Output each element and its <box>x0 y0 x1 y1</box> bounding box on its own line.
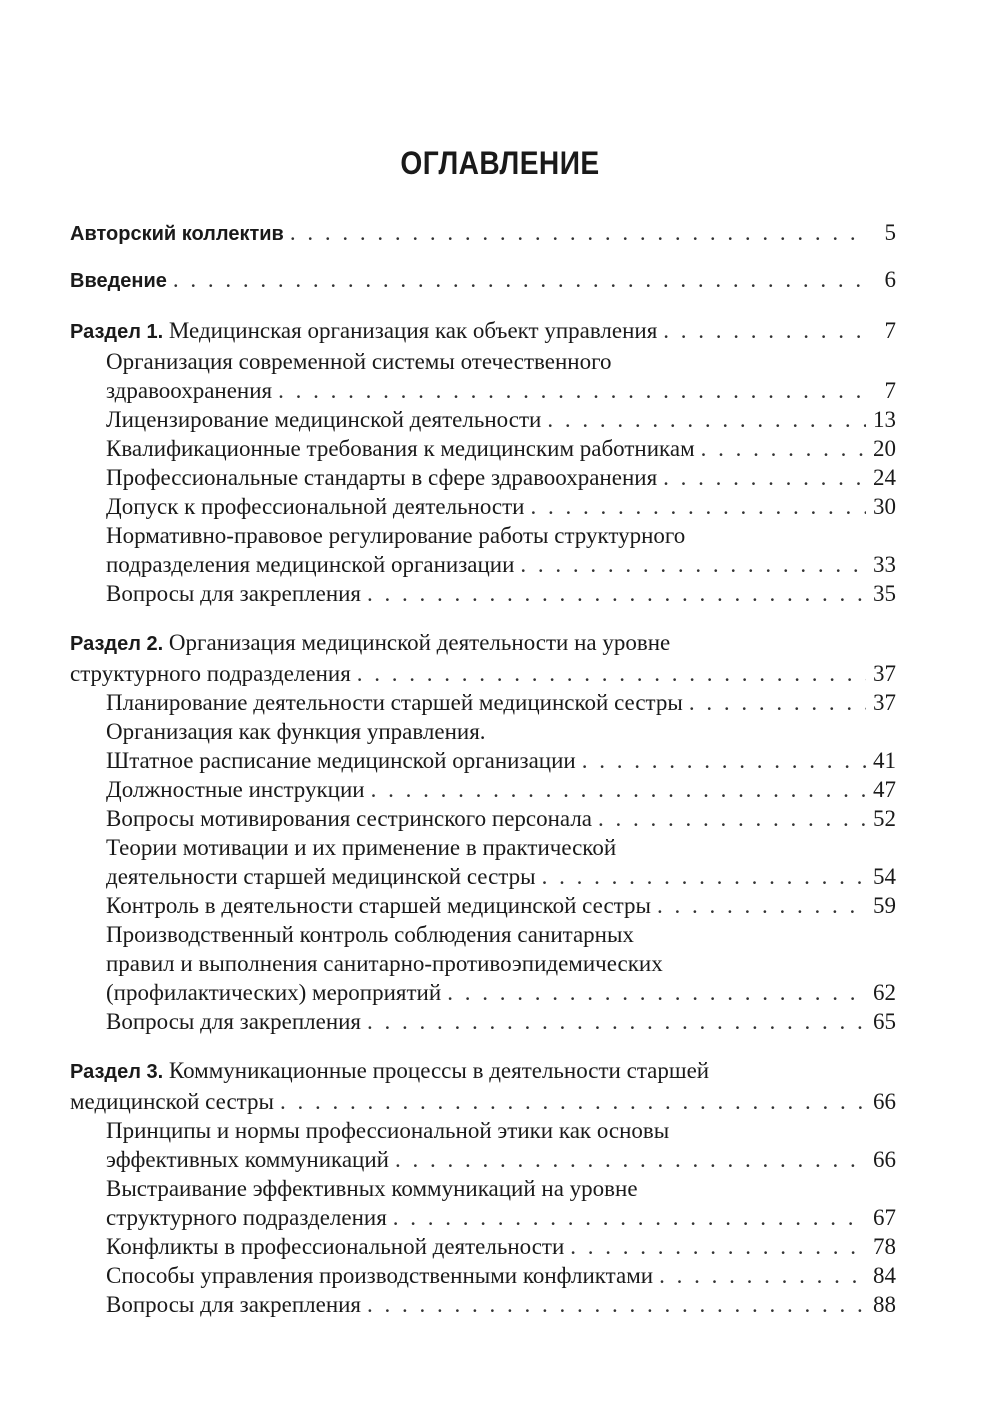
section-title-text: медицинской сестры <box>70 1089 274 1114</box>
subentry-title-line: Организация как функция управления. <box>106 719 486 744</box>
toc-section-2 <box>70 628 896 1036</box>
subentry-title-line: Производственный контроль соблюдения санитарных <box>106 922 634 947</box>
page-title: ОГЛАВЛЕНИЕ <box>400 145 600 181</box>
leader-dots <box>663 316 866 345</box>
section-label: Раздел 2. <box>70 633 164 655</box>
page-number: 30 <box>873 494 896 519</box>
leader-dots <box>663 463 866 492</box>
entry-title: Введение <box>70 270 167 292</box>
leader-dots <box>582 746 866 775</box>
page-number: 88 <box>873 1292 896 1317</box>
subentry-title: эффективных коммуникаций <box>106 1147 389 1172</box>
page-number: 7 <box>884 378 896 403</box>
leader-dots <box>520 550 866 579</box>
section-title-text: структурного подразделения <box>70 661 351 686</box>
subentry-title: Вопросы для закрепления <box>106 1009 362 1034</box>
subentry-title: (профилактических) мероприятий <box>106 980 442 1005</box>
leader-dots <box>701 434 866 463</box>
page-number: 54 <box>873 864 896 889</box>
toc-entry-authors[interactable] <box>70 218 896 249</box>
page-number: 66 <box>873 1147 896 1172</box>
toc-subentry[interactable] <box>70 579 896 608</box>
page-number: 33 <box>873 552 896 577</box>
section-title-text: Коммуникационные процессы в деятельности старшей <box>168 1058 710 1083</box>
page-number: 5 <box>884 220 896 245</box>
section-title-text: Организация медицинской деятельности на уровне <box>168 630 671 655</box>
page-number: 66 <box>873 1089 896 1114</box>
leader-dots <box>395 1145 866 1174</box>
subentry-title: здравоохранения <box>106 378 273 403</box>
toc-subentry[interactable] <box>70 463 896 492</box>
leader-dots <box>542 862 866 891</box>
subentry-title: Вопросы мотивирования сестринского персонала <box>106 806 593 831</box>
leader-dots <box>689 688 866 717</box>
entry-title: Авторский коллектив <box>70 223 284 245</box>
leader-dots <box>290 218 866 247</box>
toc-subentry[interactable] <box>70 1261 896 1290</box>
toc-subentry[interactable] <box>70 492 896 521</box>
leader-dots <box>367 1290 866 1319</box>
toc-subentry[interactable] <box>70 347 896 405</box>
section-heading[interactable] <box>70 628 896 688</box>
subentry-title-line: Нормативно-правовое регулирование работы структурного <box>106 523 686 548</box>
leader-dots <box>357 659 866 688</box>
subentry-title: структурного подразделения <box>106 1205 387 1230</box>
leader-dots <box>278 376 866 405</box>
leader-dots <box>547 405 866 434</box>
subentry-title: Конфликты в профессиональной деятельности <box>106 1234 565 1259</box>
subentry-title: Способы управления производственными конфликтами <box>106 1263 654 1288</box>
page-number: 52 <box>873 806 896 831</box>
leader-dots <box>367 1007 866 1036</box>
section-heading[interactable] <box>70 316 896 347</box>
page-number: 78 <box>873 1234 896 1259</box>
page-number: 65 <box>873 1009 896 1034</box>
subentry-title: подразделения медицинской организации <box>106 552 515 577</box>
toc-subentry[interactable] <box>70 833 896 891</box>
section-title-line <box>70 1056 896 1087</box>
subentry-title: деятельности старшей медицинской сестры <box>106 864 536 889</box>
leader-dots <box>531 492 867 521</box>
page-number: 7 <box>884 318 896 343</box>
leader-dots <box>570 1232 866 1261</box>
toc-entry-introduction[interactable] <box>70 265 896 296</box>
page-number: 37 <box>873 690 896 715</box>
leader-dots <box>598 804 866 833</box>
leader-dots <box>393 1203 866 1232</box>
section-label: Раздел 3. <box>70 1061 164 1083</box>
leader-dots <box>280 1087 866 1116</box>
page-number: 20 <box>873 436 896 461</box>
subentry-title: Квалификационные требования к медицинским работникам <box>106 436 695 461</box>
page-number: 47 <box>873 777 896 802</box>
leader-dots <box>173 265 866 294</box>
toc-subentry[interactable] <box>70 521 896 579</box>
subentry-title-line: Теории мотивации и их применение в практической <box>106 835 617 860</box>
subentry-title: Допуск к профессиональной деятельности <box>106 494 525 519</box>
toc-subentry[interactable] <box>70 405 896 434</box>
subentry-title: Штатное расписание медицинской организации <box>106 748 576 773</box>
page-number: 84 <box>873 1263 896 1288</box>
subentry-title: Профессиональные стандарты в сфере здравоохранения <box>106 465 658 490</box>
section-label: Раздел 1. <box>70 321 164 343</box>
subentry-title: Должностные инструкции <box>106 777 365 802</box>
section-heading[interactable] <box>70 1056 896 1116</box>
toc-subentry[interactable] <box>70 1116 896 1174</box>
toc-subentry[interactable] <box>70 920 896 1007</box>
page-number: 41 <box>873 748 896 773</box>
leader-dots <box>447 978 866 1007</box>
subentry-title: Планирование деятельности старшей медицинской сестры <box>106 690 683 715</box>
page-number: 67 <box>873 1205 896 1230</box>
toc-subentry[interactable] <box>70 804 896 833</box>
leader-dots <box>371 775 866 804</box>
leader-dots <box>659 1261 866 1290</box>
page-number: 62 <box>873 980 896 1005</box>
toc-subentry[interactable] <box>70 434 896 463</box>
subentry-title-line: Выстраивание эффективных коммуникаций на уровне <box>106 1176 638 1201</box>
toc-subentry[interactable] <box>70 775 896 804</box>
subentry-title: Контроль в деятельности старшей медицинской сестры <box>106 893 651 918</box>
section-title-text: Медицинская организация как объект управления <box>168 318 658 343</box>
toc-subentry[interactable] <box>70 1007 896 1036</box>
subentry-title-line: Принципы и нормы профессиональной этики как основы <box>106 1118 670 1143</box>
toc-subentry[interactable] <box>70 688 896 717</box>
toc-subentry[interactable] <box>70 891 896 920</box>
page-number: 6 <box>884 267 896 292</box>
table-of-contents <box>70 218 896 1319</box>
toc-section-3 <box>70 1056 896 1319</box>
toc-subentry[interactable] <box>70 1232 896 1261</box>
toc-subentry[interactable] <box>70 1290 896 1319</box>
toc-section-1 <box>70 316 896 608</box>
toc-subentry[interactable] <box>70 1174 896 1232</box>
subentry-title: Лицензирование медицинской деятельности <box>106 407 542 432</box>
page-number: 13 <box>873 407 896 432</box>
toc-subentry[interactable] <box>70 717 896 775</box>
page-number: 37 <box>873 661 896 686</box>
page-number: 24 <box>873 465 896 490</box>
page-number: 59 <box>873 893 896 918</box>
subentry-title: Вопросы для закрепления <box>106 581 362 606</box>
subentry-title-line: Организация современной системы отечественного <box>106 349 612 374</box>
section-title-line <box>70 628 896 659</box>
leader-dots <box>657 891 866 920</box>
page-number: 35 <box>873 581 896 606</box>
leader-dots <box>367 579 866 608</box>
subentry-title-line: правил и выполнения санитарно-противоэпидемических <box>106 951 663 976</box>
subentry-title: Вопросы для закрепления <box>106 1292 362 1317</box>
